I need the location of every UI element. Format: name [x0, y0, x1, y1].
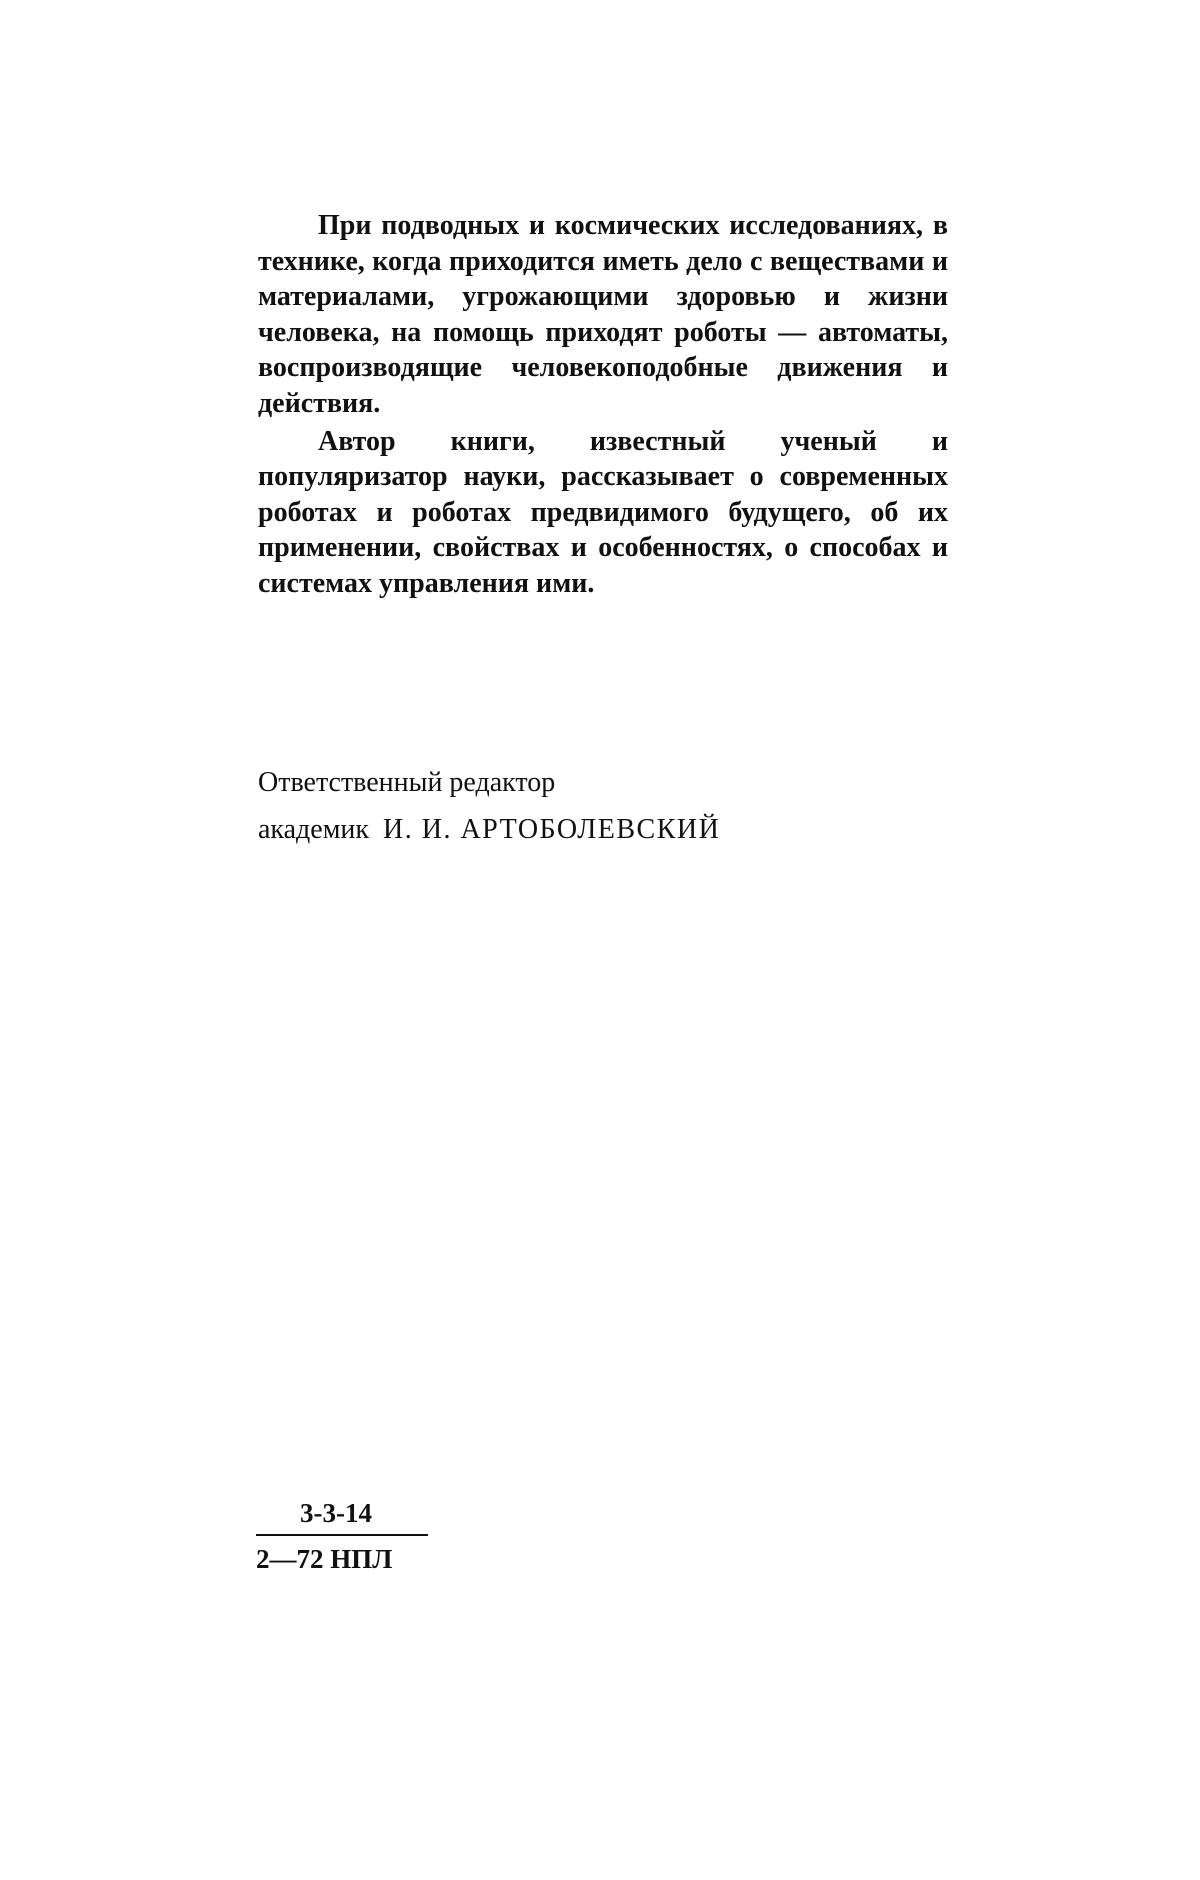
imprint-code-bottom: 2—72 НПЛ [256, 1544, 393, 1574]
annotation-paragraph: Автор книги, известный ученый и популяризатор науки, рассказывает о современных роботах и роботах предвидимого будущего, об их применении, свойствах и особенностях, о способах и системах управления ими. [258, 425, 948, 599]
imprint-divider [256, 1534, 428, 1536]
imprint-code-top: 3-3-14 [300, 1498, 372, 1528]
imprint-code [256, 1496, 428, 1576]
editor-title: академик [258, 814, 370, 845]
annotation-paragraph: При подводных и космических исследованиях, в технике, когда приходится иметь дело с веществами и материалами, угрожающими здоровью и жизни человека, на помощь приходят роботы — автоматы, воспроизводящие человекоподобные движения и действия. [258, 210, 948, 419]
editor-role: Ответственный редактор [258, 767, 556, 798]
editor-name: И. И. АРТОБОЛЕВСКИЙ [383, 814, 721, 845]
annotation-block [258, 208, 948, 602]
editor-name-line [258, 810, 720, 850]
editor-credit [258, 763, 720, 850]
